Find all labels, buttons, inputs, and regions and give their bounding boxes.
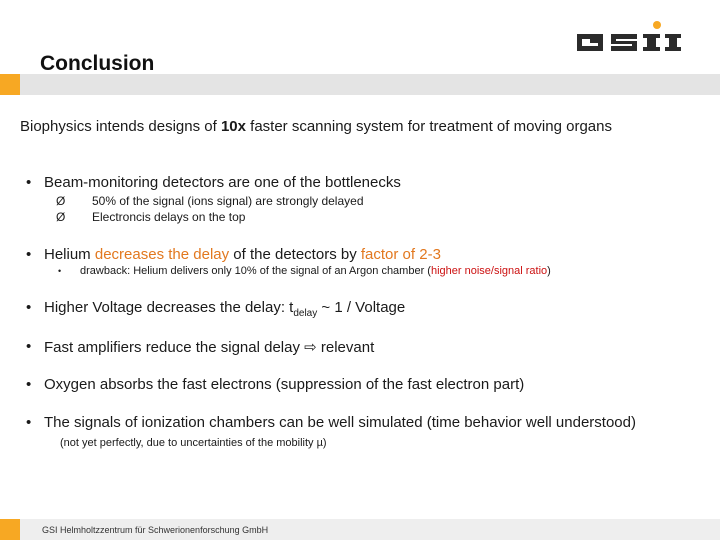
footer-accent-block xyxy=(0,519,20,540)
gsi-logo xyxy=(575,20,685,56)
bullet-dot: • xyxy=(26,246,32,263)
bullet-dot: • xyxy=(26,414,32,431)
bullet-simulation: • The signals of ionization chambers can be well simulated (time behavior well understood) xyxy=(26,414,636,431)
arrow-bullet-icon: Ø xyxy=(56,210,66,224)
intro-text: Biophysics intends designs of 10x faster scanning system for treatment of moving organs xyxy=(20,118,612,135)
bullet-oxygen: • Oxygen absorbs the fast electrons (suppression of the fast electron part) xyxy=(26,376,525,393)
right-arrow-icon: ⇨ xyxy=(304,339,317,356)
bullet-amplifiers: • Fast amplifiers reduce the signal delay ⇨ relevant xyxy=(26,338,375,356)
footer-text: GSI Helmholtzzentrum für Schwerionenforschung GmbH xyxy=(42,525,269,535)
bullet-dot: • xyxy=(26,376,32,393)
bullet-voltage: • Higher Voltage decreases the delay: $t_{delay}$ ~ 1 / Voltage xyxy=(26,299,406,319)
title-accent-block xyxy=(0,74,20,95)
bullet-dot: • xyxy=(26,338,32,355)
slide-title: Conclusion xyxy=(40,52,155,75)
arrow-bullet-icon: Ø xyxy=(56,194,66,208)
bullet-helium: • Helium decreases the delay of the detectors by factor of 2-3 xyxy=(26,246,441,263)
bullet-dot: • xyxy=(26,174,32,191)
bullet-dot: • xyxy=(26,299,32,316)
title-bar xyxy=(0,74,720,95)
small-bullet-dot: • xyxy=(58,266,62,276)
mobility-note: (not yet perfectly, due to uncertainties of the mobility µ) xyxy=(60,437,327,449)
bullet-detectors: • Beam-monitoring detectors are one of the bottlenecks xyxy=(26,174,401,191)
